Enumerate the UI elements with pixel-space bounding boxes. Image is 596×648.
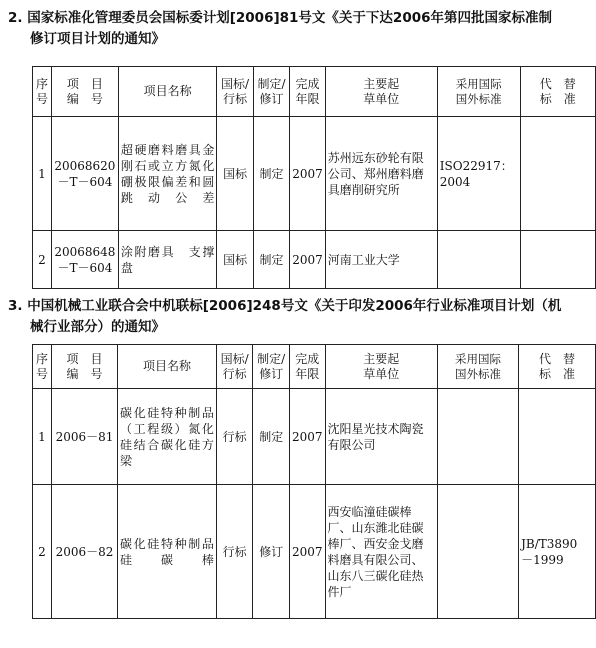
header-year: 完成 年限 [290,67,326,117]
row-ref [438,485,519,619]
row-level: 国标 [217,117,253,231]
header-seq: 序号 [33,67,52,117]
row-name: 碳化硅特种制品 硅碳棒 [118,485,217,619]
row-seq: 1 [33,389,52,485]
row-level: 行标 [216,485,253,619]
row-replace [520,231,595,289]
row-year: 2007 [289,389,325,485]
row-name: 超硬磨料磨具金刚石或立方氮化硼极限偏差和圆跳动公差 [118,117,216,231]
header-ref: 采用国际 国外标准 [437,67,520,117]
header-name: 项目名称 [118,67,216,117]
header-num: 项 目 编 号 [51,67,118,117]
row-ref [438,389,519,485]
row-type: 制定 [253,117,289,231]
table-row [33,117,596,231]
table-row [33,231,596,289]
header-type: 制定/ 修订 [253,67,289,117]
section3-table [32,344,596,619]
row-replace [520,117,595,231]
header-level: 国标/ 行标 [216,345,253,389]
section2-header-row [33,67,596,117]
section2-table [32,66,596,289]
row-num: 20068648 －T－604 [51,231,118,289]
row-ref: ISO22917：2004 [437,117,520,231]
row-unit: 河南工业大学 [325,231,437,289]
header-unit: 主要起 草单位 [325,345,437,389]
row-level: 行标 [216,389,253,485]
row-num: 2006－82 [51,485,117,619]
row-year: 2007 [290,231,326,289]
header-replace: 代 替 标 准 [520,67,595,117]
row-type: 制定 [253,389,290,485]
row-type: 修订 [253,485,290,619]
row-name: 碳化硅特种制品（工程级）氮化硅结合碳化硅方梁 [118,389,217,485]
row-unit: 西安临潼硅碳棒厂、山东潍北硅碳棒厂、西安金戈磨料磨具有限公司、山东八三碳化硅热件厂 [325,485,437,619]
section2-heading-line1: 2. 国家标准化管理委员会国标委计划[2006]81号文《关于下达2006年第四批国家标准制 [8,10,552,26]
row-seq: 2 [33,485,52,619]
section3-header-row [33,345,596,389]
table-row [33,389,596,485]
row-year: 2007 [290,117,326,231]
section3-heading-line1: 3. 中国机械工业联合会中机联标[2006]248号文《关于印发2006年行业标准项目计划（机 [8,298,562,314]
section2-heading [8,8,592,50]
header-type: 制定/ 修订 [253,345,290,389]
row-unit: 沈阳星光技术陶瓷有限公司 [325,389,437,485]
section2-heading-line2: 修订项目计划的通知》 [30,31,165,47]
row-num: 2006－81 [51,389,117,485]
row-replace: JB/T3890 －1999 [519,485,596,619]
header-ref: 采用国际 国外标准 [438,345,519,389]
row-ref [437,231,520,289]
row-seq: 1 [33,117,52,231]
row-num: 20068620 －T－604 [51,117,118,231]
row-replace [519,389,596,485]
header-seq: 序号 [33,345,52,389]
header-name: 项目名称 [118,345,217,389]
row-name: 涂附磨具 支撑盘 [118,231,216,289]
section3-heading [8,296,592,338]
row-unit: 苏州远东砂轮有限公司、郑州磨料磨具磨削研究所 [325,117,437,231]
header-replace: 代 替 标 准 [519,345,596,389]
row-type: 制定 [253,231,289,289]
row-seq: 2 [33,231,52,289]
header-level: 国标/ 行标 [217,67,253,117]
header-unit: 主要起 草单位 [325,67,437,117]
row-level: 国标 [217,231,253,289]
header-num: 项 目 编 号 [51,345,117,389]
section3-heading-line2: 械行业部分）的通知》 [30,319,165,335]
row-year: 2007 [289,485,325,619]
table-row [33,485,596,619]
header-year: 完成 年限 [289,345,325,389]
